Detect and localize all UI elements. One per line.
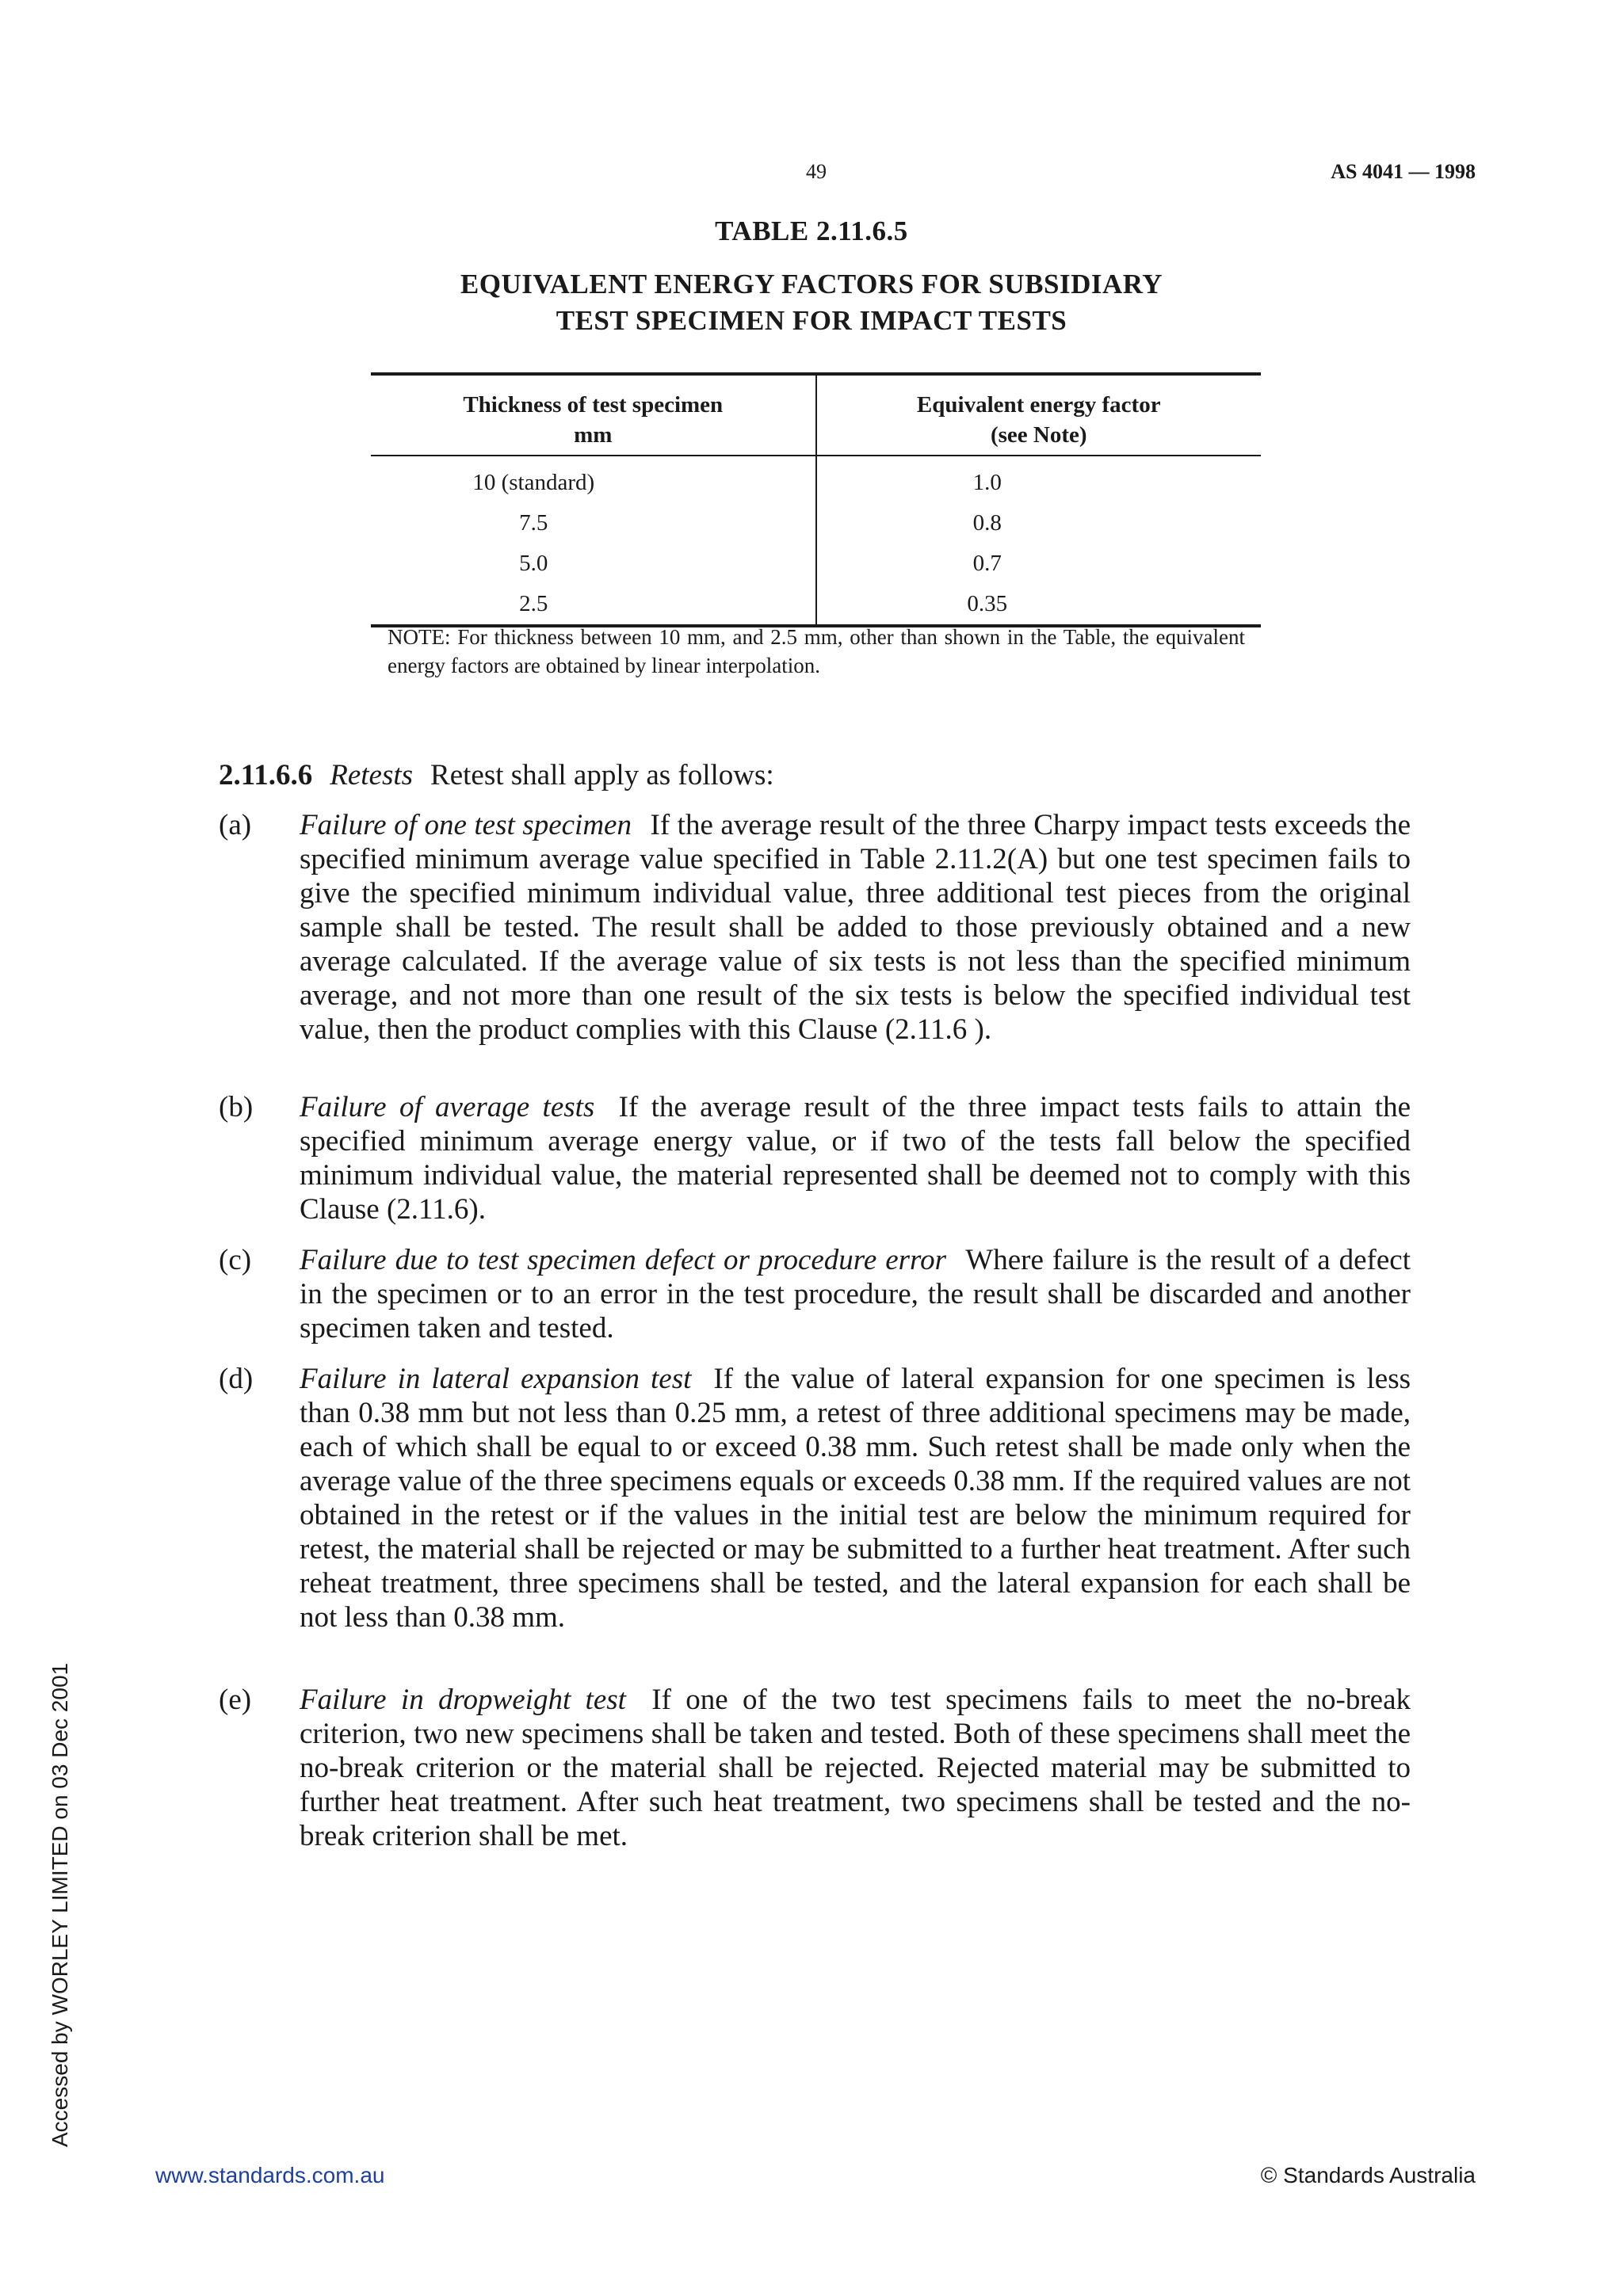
clause-title: Retests <box>330 759 414 791</box>
item-title: Failure due to test specimen defect or procedure error <box>300 1244 946 1276</box>
thickness-cell: 7.5 <box>371 503 816 543</box>
table-row <box>371 456 1261 503</box>
retest-item-b <box>219 1090 1411 1226</box>
item-title: Failure in lateral expansion test <box>300 1363 692 1395</box>
table-title-line-1: EQUIVALENT ENERGY FACTORS FOR SUBSIDIARY <box>460 269 1163 299</box>
access-notice: Accessed by WORLEY LIMITED on 03 Dec 2001 <box>48 1662 72 2147</box>
retest-item-a <box>219 808 1411 1047</box>
item-body <box>300 1243 1411 1345</box>
retest-item-e <box>219 1683 1411 1853</box>
item-label: (b) <box>219 1091 254 1123</box>
table-note: NOTE: For thickness between 10 mm, and 2.5 mm, other than shown in the Table, the equivalent energy factors are obtained by linear interpolation. <box>388 625 1245 677</box>
factor-header-note-ref: (see Note) <box>990 422 1087 448</box>
factor-cell: 0.35 <box>967 591 1008 616</box>
table-row <box>371 503 1261 543</box>
item-body <box>300 808 1411 1047</box>
table-row <box>371 543 1261 584</box>
item-body <box>300 1683 1411 1853</box>
table-label: TABLE 2.11.6.5 <box>715 215 908 246</box>
thickness-header-unit: mm <box>574 422 613 448</box>
clause-intro: Retest shall apply as follows: <box>430 759 774 791</box>
item-title: Failure of average tests <box>300 1091 595 1123</box>
thickness-column-header <box>371 374 816 456</box>
thickness-cell: 2.5 <box>371 584 816 626</box>
energy-factor-table <box>371 372 1261 627</box>
table-title <box>0 266 1623 339</box>
item-label: (e) <box>219 1684 252 1716</box>
item-text: Where failure is the result of a defect in the specimen or to an error in the test procedure, the result shall be discarded and another specimen taken and tested. <box>300 1244 1411 1344</box>
table-title-line-2: TEST SPECIMEN FOR IMPACT TESTS <box>556 305 1067 336</box>
page-number: 49 <box>806 160 827 183</box>
thickness-cell: 5.0 <box>371 543 816 584</box>
factor-cell: 1.0 <box>972 470 1002 495</box>
table-header-row <box>371 374 1261 456</box>
retest-item-c <box>219 1243 1411 1345</box>
thickness-cell: 10 (standard) <box>371 456 816 503</box>
factor-column-header <box>816 374 1262 456</box>
item-text: If the average result of the three Charpy impact tests exceeds the specified minimum average value specified in Table 2.11.2(A) but one test specimen fails to give the specified minimum individual value, three additional test pieces from the original sample shall be tested. The result shall be added to those previously obtained and a new average calculated. If the average value of six tests is not less than the specified minimum average, and not more than one result of the six tests is below the specified individual test value, then the product complies with this Clause (2.11.6 ). <box>300 809 1411 1046</box>
copyright-notice: © Standards Australia <box>1260 2163 1476 2187</box>
item-text: If one of the two test specimens fails to meet the no-break criterion, two new specimens shall be taken and tested. Both of these specimens shall meet the no-break criterion or the material shall be rejected. Rejected material may be submitted to further heat treatment. After such heat treatment, two specimens shall be tested and the no-break criterion shall be met. <box>300 1684 1411 1852</box>
clause-heading <box>219 758 774 792</box>
thickness-header-line-1: Thickness of test specimen <box>463 392 724 418</box>
item-label: (a) <box>219 809 252 841</box>
table-row <box>371 584 1261 626</box>
item-title: Failure of one test specimen <box>300 809 632 841</box>
website-link[interactable]: www.standards.com.au <box>155 2163 385 2187</box>
factor-header-line-1: Equivalent energy factor <box>916 392 1161 418</box>
item-label: (c) <box>219 1244 252 1276</box>
item-body <box>300 1362 1411 1634</box>
clause-number: 2.11.6.6 <box>219 759 313 791</box>
factor-cell: 0.8 <box>972 510 1002 536</box>
item-text: If the average result of the three impact tests fails to attain the specified minimum average energy value, or if two of the tests fall below the specified minimum individual value, the material represented shall be deemed not to comply with this Clause (2.11.6). <box>300 1091 1411 1226</box>
factor-cell: 0.7 <box>972 551 1002 576</box>
retest-item-d <box>219 1362 1411 1634</box>
item-text: If the value of lateral expansion for one specimen is less than 0.38 mm but not less than 0.25 mm, a retest of three additional specimens may be made, each of which shall be equal to or exceed 0.38 mm. Such retest shall be made only when the average value of the three specimens equals or exceeds 0.38 mm. If the required values are not obtained in the retest or if the values in the initial test are below the minimum required for retest, the material shall be rejected or may be submitted to a further heat treatment. After such reheat treatment, three specimens shall be tested, and the lateral expansion for each shall be not less than 0.38 mm. <box>300 1363 1411 1634</box>
item-body <box>300 1090 1411 1226</box>
item-title: Failure in dropweight test <box>300 1684 626 1716</box>
item-label: (d) <box>219 1363 254 1395</box>
standard-id: AS 4041 — 1998 <box>1331 160 1476 183</box>
